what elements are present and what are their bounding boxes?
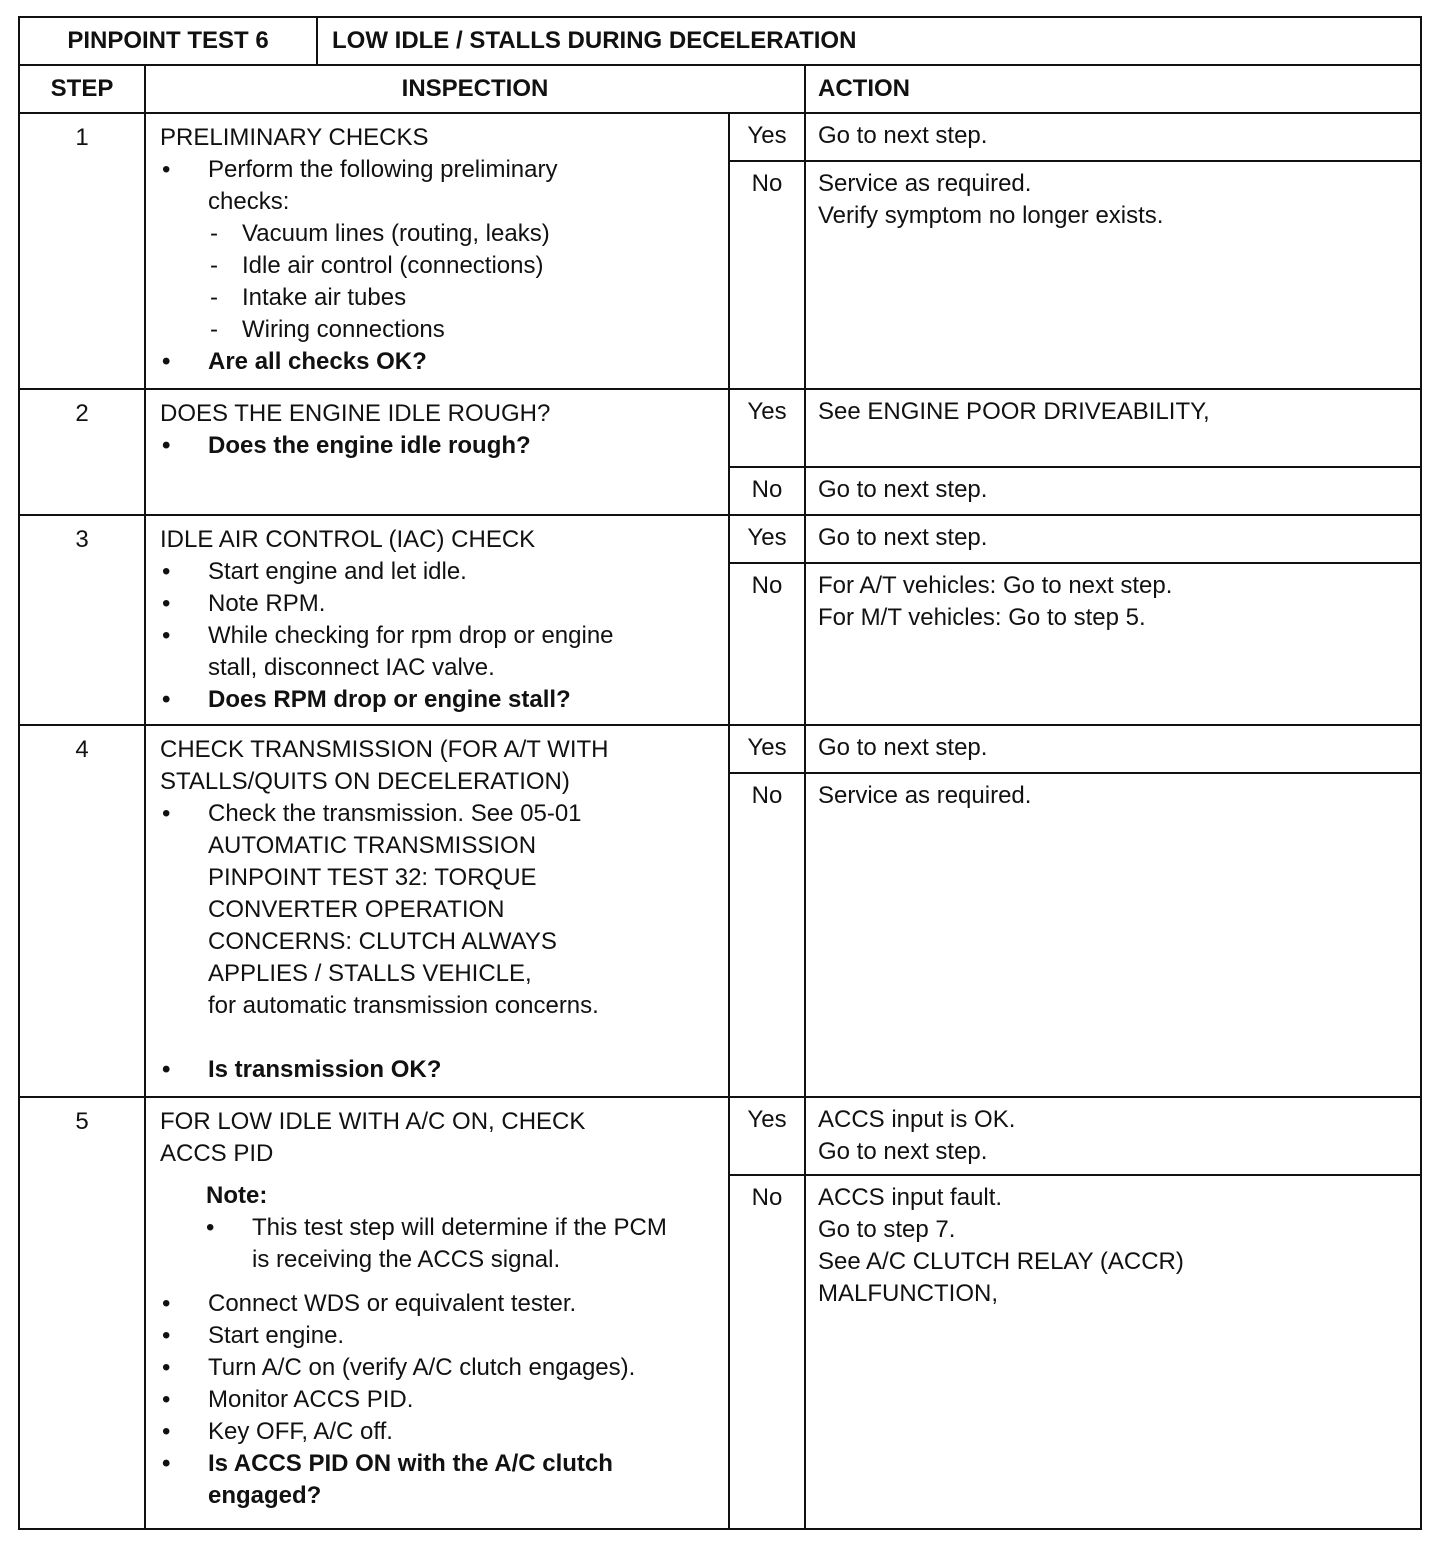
step-5-yes-action-line: ACCS input is OK.: [818, 1106, 1016, 1133]
step-4-yes-row: [19, 725, 1421, 773]
step-1-no-action: [805, 161, 1421, 389]
step-1-check-1: - Vacuum lines (routing, leaks): [160, 218, 718, 250]
step-3-bullet-1: • Start engine and let idle.: [160, 556, 718, 588]
pinpoint-test-document: [18, 16, 1420, 1530]
step-4-no-action: [805, 773, 1421, 1097]
step-1-question: • Are all checks OK?: [160, 346, 718, 378]
step-3-yes-row: [19, 515, 1421, 563]
step-3-bullet-3: • While checking for rpm drop or engine: [160, 620, 718, 652]
step-3-number: 3: [19, 515, 145, 725]
step-4-bullet-1-cont: APPLIES / STALLS VEHICLE,: [208, 960, 532, 987]
step-5-note-text: • This test step will determine if the PCM: [160, 1212, 718, 1244]
step-3-title: IDLE AIR CONTROL (IAC) CHECK: [160, 526, 536, 553]
step-column-header: STEP: [19, 65, 145, 113]
step-5-title: FOR LOW IDLE WITH A/C ON, CHECK: [160, 1108, 586, 1135]
step-5-bullet-5: • Key OFF, A/C off.: [160, 1416, 718, 1448]
column-header-row: [19, 65, 1421, 113]
step-2-no-label: No: [729, 467, 805, 515]
step-1-yes-action: [805, 113, 1421, 161]
step-2-yes-action: [805, 389, 1421, 467]
step-4-inspection: [145, 725, 729, 1097]
inspection-column-header: INSPECTION: [145, 65, 805, 113]
step-3-bullet-2: • Note RPM.: [160, 588, 718, 620]
step-5-bullet-2: • Start engine.: [160, 1320, 718, 1352]
step-5-no-action: [805, 1175, 1421, 1529]
step-3-yes-action: [805, 515, 1421, 563]
step-3-no-action: [805, 563, 1421, 725]
step-4-no-label: No: [729, 773, 805, 1097]
step-4-bullet-1-cont: CONVERTER OPERATION: [208, 896, 505, 923]
step-2-no-action-line: Go to next step.: [818, 476, 988, 503]
step-1-no-action-line: Verify symptom no longer exists.: [818, 202, 1164, 229]
step-3-question: • Does RPM drop or engine stall?: [160, 684, 718, 716]
action-column-header: ACTION: [805, 65, 1421, 113]
step-4-title: CHECK TRANSMISSION (FOR A/T WITH: [160, 736, 609, 763]
step-2-inspection: [145, 389, 729, 515]
step-3-no-label: No: [729, 563, 805, 725]
step-3-no-action-line: For M/T vehicles: Go to step 5.: [818, 604, 1146, 631]
step-4-no-action-line: Service as required.: [818, 782, 1032, 809]
step-2-number: 2: [19, 389, 145, 515]
pinpoint-test-table: [18, 16, 1422, 1530]
step-5-note-heading: Note:: [206, 1182, 268, 1209]
step-5-bullet-1: • Connect WDS or equivalent tester.: [160, 1288, 718, 1320]
step-3-no-action-line: For A/T vehicles: Go to next step.: [818, 572, 1173, 599]
step-3-bullet-3-cont: stall, disconnect IAC valve.: [208, 654, 495, 681]
pinpoint-test-title: LOW IDLE / STALLS DURING DECELERATION: [317, 17, 1421, 65]
step-5-no-action-line: MALFUNCTION,: [818, 1280, 998, 1307]
step-2-no-action: [805, 467, 1421, 515]
step-5-number: 5: [19, 1097, 145, 1529]
step-1-bullet-1-cont: checks:: [208, 188, 290, 215]
step-4-yes-action-line: Go to next step.: [818, 734, 988, 761]
step-1-title: PRELIMINARY CHECKS: [160, 124, 429, 151]
step-5-no-action-line: See A/C CLUTCH RELAY (ACCR): [818, 1248, 1184, 1275]
step-4-bullet-1-cont: for automatic transmission concerns.: [208, 992, 599, 1019]
step-5-no-label: No: [729, 1175, 805, 1529]
step-1-no-label: No: [729, 161, 805, 389]
step-5-yes-action-line: Go to next step.: [818, 1138, 988, 1165]
step-5-yes-action: [805, 1097, 1421, 1175]
step-1-check-3: - Intake air tubes: [160, 282, 718, 314]
step-1-yes-label: Yes: [729, 113, 805, 161]
step-5-bullet-4: • Monitor ACCS PID.: [160, 1384, 718, 1416]
step-3-yes-action-line: Go to next step.: [818, 524, 988, 551]
step-2-question: • Does the engine idle rough?: [160, 430, 718, 462]
step-4-question: • Is transmission OK?: [160, 1054, 718, 1086]
step-5-question: • Is ACCS PID ON with the A/C clutch: [160, 1448, 718, 1480]
step-3-yes-label: Yes: [729, 515, 805, 563]
step-5-bullet-3: • Turn A/C on (verify A/C clutch engages).: [160, 1352, 718, 1384]
step-2-title: DOES THE ENGINE IDLE ROUGH?: [160, 400, 551, 427]
step-4-number: 4: [19, 725, 145, 1097]
title-row: [19, 17, 1421, 65]
step-5-question-cont: engaged?: [208, 1482, 322, 1509]
step-4-yes-label: Yes: [729, 725, 805, 773]
step-5-inspection: [145, 1097, 729, 1529]
step-2-yes-action-line: See ENGINE POOR DRIVEABILITY,: [818, 398, 1210, 425]
step-4-bullet-1-cont: AUTOMATIC TRANSMISSION: [208, 832, 537, 859]
step-1-check-4: - Wiring connections: [160, 314, 718, 346]
step-2-yes-label: Yes: [729, 389, 805, 467]
pinpoint-test-label: PINPOINT TEST 6: [19, 17, 317, 65]
step-1-bullet-1: • Perform the following preliminary: [160, 154, 718, 186]
step-5-no-action-line: Go to step 7.: [818, 1216, 956, 1243]
step-4-title-cont: STALLS/QUITS ON DECELERATION): [160, 768, 570, 795]
step-4-yes-action: [805, 725, 1421, 773]
step-5-note-text-cont: is receiving the ACCS signal.: [252, 1246, 561, 1273]
step-4-bullet-1-cont: CONCERNS: CLUTCH ALWAYS: [208, 928, 557, 955]
step-4-bullet-1: • Check the transmission. See 05-01: [160, 798, 718, 830]
step-3-inspection: [145, 515, 729, 725]
step-1-number: 1: [19, 113, 145, 389]
step-1-no-action-line: Service as required.: [818, 170, 1032, 197]
step-5-no-action-line: ACCS input fault.: [818, 1184, 1003, 1211]
step-4-bullet-1-cont: PINPOINT TEST 32: TORQUE: [208, 864, 537, 891]
step-2-yes-row: [19, 389, 1421, 467]
step-1-inspection: [145, 113, 729, 389]
step-4-spacer: [160, 1022, 718, 1054]
step-5-yes-row: [19, 1097, 1421, 1175]
step-1-yes-action-line: Go to next step.: [818, 122, 988, 149]
step-5-title-cont: ACCS PID: [160, 1140, 274, 1167]
step-1-check-2: - Idle air control (connections): [160, 250, 718, 282]
step-5-yes-label: Yes: [729, 1097, 805, 1175]
step-1-yes-row: [19, 113, 1421, 161]
